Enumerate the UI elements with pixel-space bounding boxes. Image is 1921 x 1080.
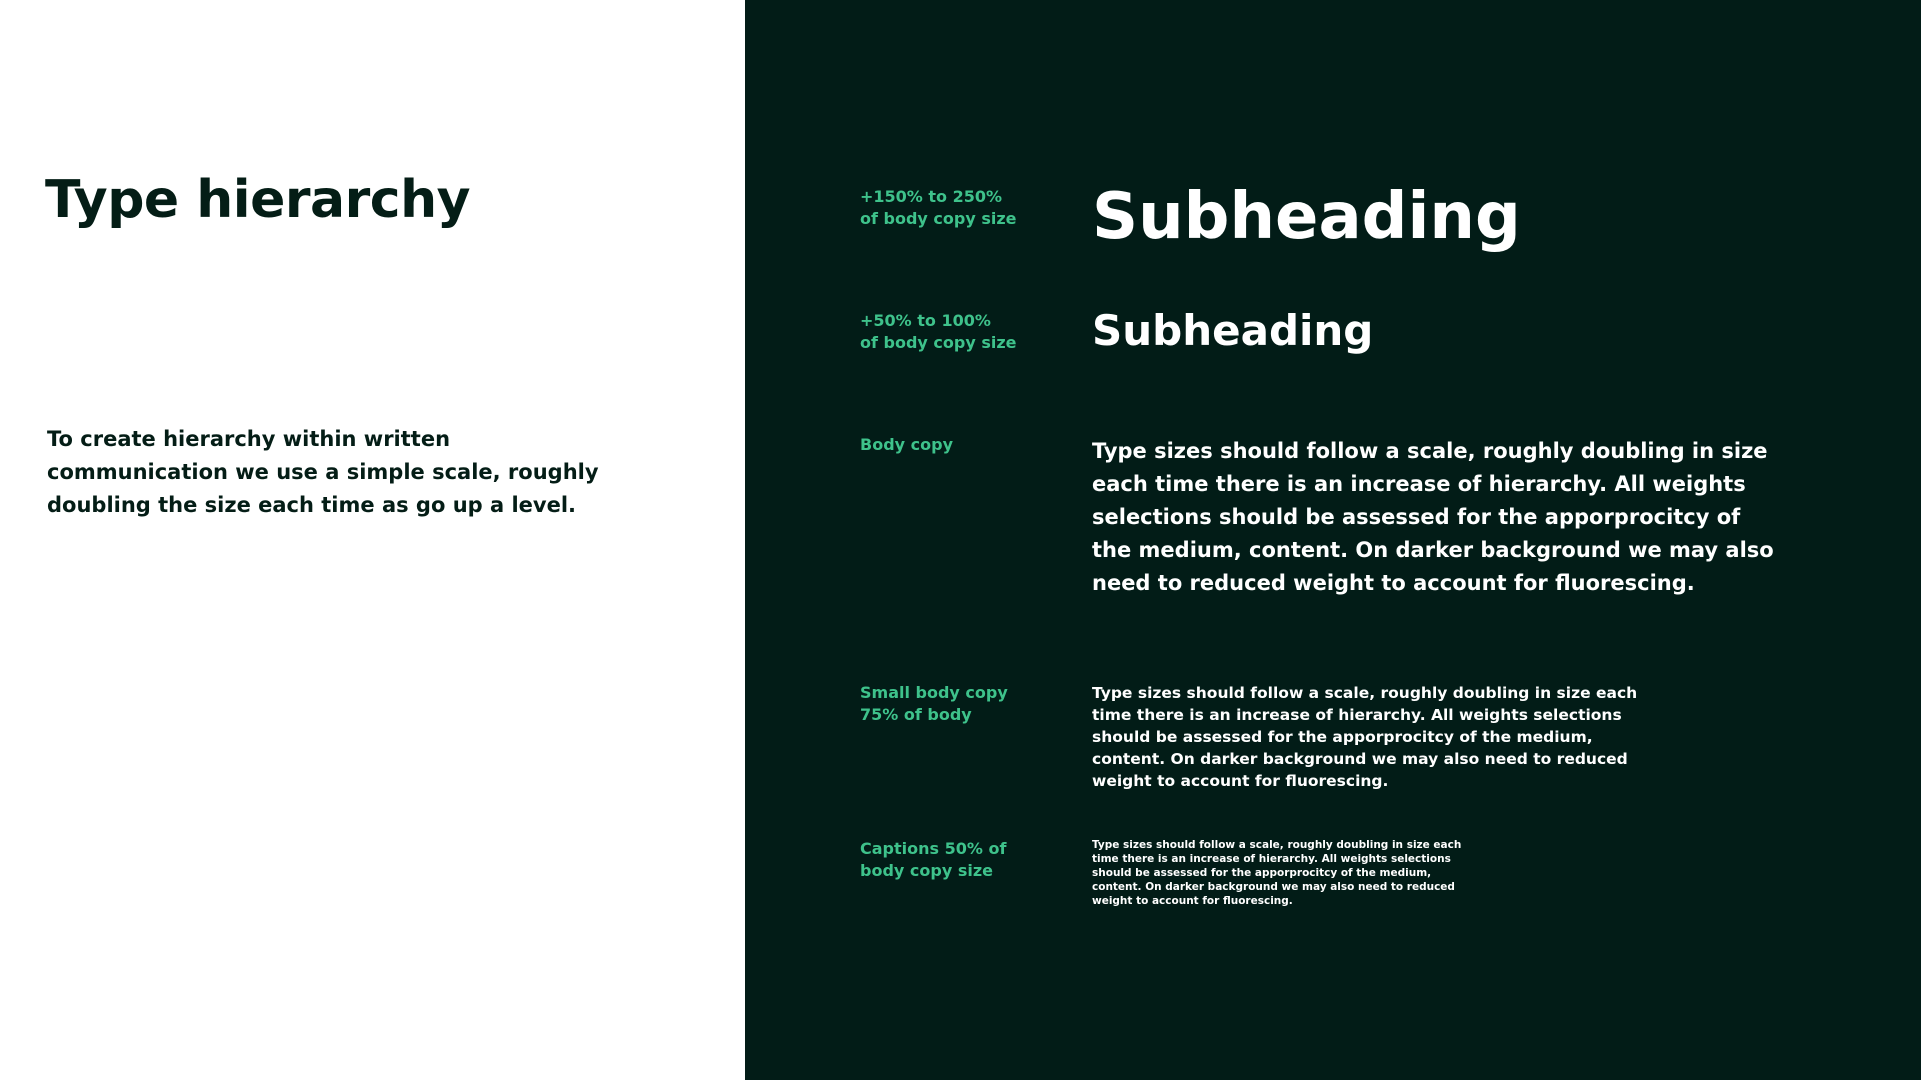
sample-heading-l: Subheading [1092, 306, 1374, 355]
label-small-body [860, 682, 1008, 726]
label-caption-line2: body copy size [860, 861, 993, 880]
right-panel [745, 0, 1921, 1080]
label-heading-xl-line1: +150% to 250% [860, 187, 1003, 206]
label-small-body-line2: 75% of body [860, 705, 972, 724]
intro-paragraph: To create hierarchy within written communication we use a simple scale, roughly doubling the size each time as go up a level. [47, 427, 599, 517]
sample-heading-xl: Subheading [1092, 180, 1521, 254]
label-heading-xl [860, 186, 1017, 230]
label-caption [860, 838, 1006, 882]
label-heading-l [860, 310, 1017, 354]
label-small-body-line1: Small body copy [860, 683, 1008, 702]
left-panel [0, 0, 745, 1080]
sample-caption-copy: Type sizes should follow a scale, roughly doubling in size each time there is an increase of hierarchy. All weights selections should be assessed for the apporprocitcy of the medium, content. On darker background we may also need to reduced weight to account for fluorescing. [1092, 839, 1462, 907]
sample-small-body-copy: Type sizes should follow a scale, roughly doubling in size each time there is an increase of hierarchy. All weights selections should be assessed for the apporprocitcy of the medium, content. On darker background we may also need to reduced weight to account for fluorescing. [1092, 684, 1638, 790]
label-heading-xl-line2: of body copy size [860, 209, 1017, 228]
label-caption-line1: Captions 50% of [860, 839, 1007, 858]
label-body-line1: Body copy [860, 435, 953, 454]
sample-body-copy: Type sizes should follow a scale, roughly doubling in size each time there is an increase of hierarchy. All weights selections should be assessed for the apporprocitcy of the medium, content. On darker background we may also need to reduced weight to account for fluorescing. [1092, 439, 1774, 595]
label-body [860, 434, 953, 456]
label-heading-l-line2: of body copy size [860, 333, 1017, 352]
label-heading-l-line1: +50% to 100% [860, 311, 991, 330]
page-title: Type hierarchy [45, 170, 471, 230]
